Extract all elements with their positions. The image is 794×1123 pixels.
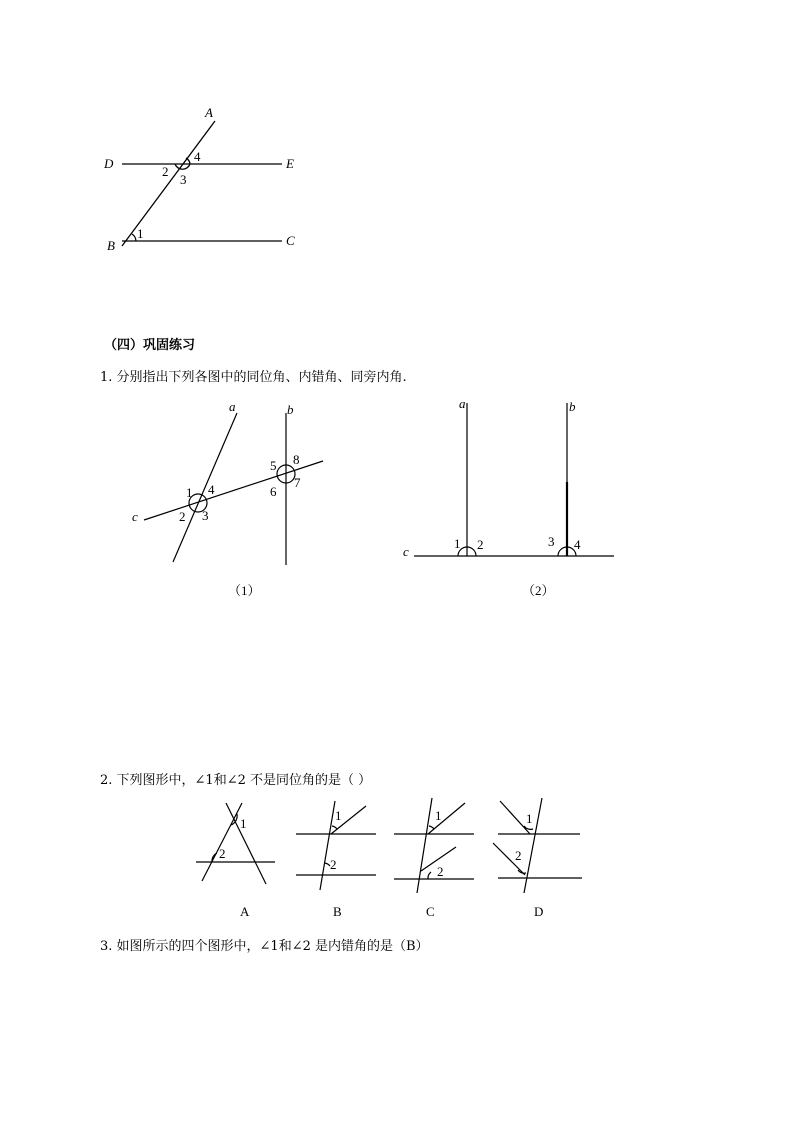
q2-b-angle-2: 2 <box>330 857 337 872</box>
fig1-label-b: b <box>287 402 294 417</box>
q2-c-angle-1: 1 <box>435 808 442 823</box>
fig1-label-c: c <box>132 509 138 524</box>
fig1-arc-circle-left <box>189 494 207 512</box>
fig2-arc-left <box>458 547 476 556</box>
q2-b-angle-1: 1 <box>335 808 342 823</box>
q2-a-angle-1: 1 <box>240 816 247 831</box>
fig1-line-a <box>173 413 237 562</box>
fig2-label-b: b <box>569 399 576 414</box>
point-label-b: B <box>107 238 115 253</box>
fig2-angle-3: 3 <box>548 534 555 549</box>
q2-a-angle-2: 2 <box>219 846 226 861</box>
fig1-angle-5: 5 <box>270 458 277 473</box>
question-1-text: 1. 分别指出下列各图中的同位角、内错角、同旁内角. <box>100 370 407 385</box>
question-3-text: 3. 如图所示的四个图形中，∠1和∠2 是内错角的是（B） <box>100 939 429 954</box>
fig2-caption: （2） <box>522 583 555 598</box>
section-title: （四）巩固练习 <box>104 338 196 353</box>
q2-option-d-figure <box>493 798 582 919</box>
fig1-arc-circle-right <box>277 465 295 483</box>
fig1-angle-7: 7 <box>294 475 301 490</box>
q2-c-letter: C <box>426 904 435 919</box>
angle-label-4: 4 <box>194 149 201 164</box>
q2-option-b-figure <box>296 801 376 919</box>
fig2-label-a: a <box>459 396 466 411</box>
q2-option-a-figure <box>196 803 275 919</box>
question-2-text: 2. 下列图形中，∠1和∠2 不是同位角的是（ ） <box>100 773 372 788</box>
q2-a-letter: A <box>240 904 250 919</box>
fig2-label-c: c <box>403 544 409 559</box>
q1-figure-2 <box>403 396 614 598</box>
fig2-angle-1: 1 <box>454 536 461 551</box>
fig1-caption: （1） <box>228 583 261 598</box>
angle-label-2: 2 <box>162 164 169 179</box>
fig2-angle-2: 2 <box>477 537 484 552</box>
fig1-angle-4: 4 <box>208 482 215 497</box>
point-label-e: E <box>286 156 294 171</box>
arc-angle-1 <box>132 234 136 241</box>
fig1-angle-8: 8 <box>293 452 300 467</box>
point-label-a: A <box>205 105 213 120</box>
line-ab <box>122 121 215 246</box>
q2-d-letter: D <box>534 904 544 919</box>
point-label-c: C <box>286 233 295 248</box>
q2-c-angle-2: 2 <box>437 864 444 879</box>
fig1-angle-2: 2 <box>179 509 186 524</box>
arc-angle-4 <box>186 158 190 164</box>
fig1-line-c <box>144 461 323 520</box>
q2-b-letter: B <box>333 904 342 919</box>
fig1-angle-3: 3 <box>202 508 209 523</box>
arc-angle-3 <box>175 164 190 169</box>
fig1-angle-1: 1 <box>186 485 193 500</box>
fig2-arc-right <box>558 547 576 556</box>
fig2-angle-4: 4 <box>574 537 581 552</box>
q2-d-angle-1: 1 <box>526 811 533 826</box>
point-label-d: D <box>104 156 114 171</box>
fig1-angle-6: 6 <box>270 484 277 499</box>
q1-figure-1 <box>132 399 323 598</box>
angle-label-3: 3 <box>180 172 187 187</box>
fig1-label-a: a <box>229 399 236 414</box>
angle-label-1: 1 <box>137 226 144 241</box>
q2-d-angle-2: 2 <box>515 848 522 863</box>
q2-option-c-figure <box>394 798 474 919</box>
